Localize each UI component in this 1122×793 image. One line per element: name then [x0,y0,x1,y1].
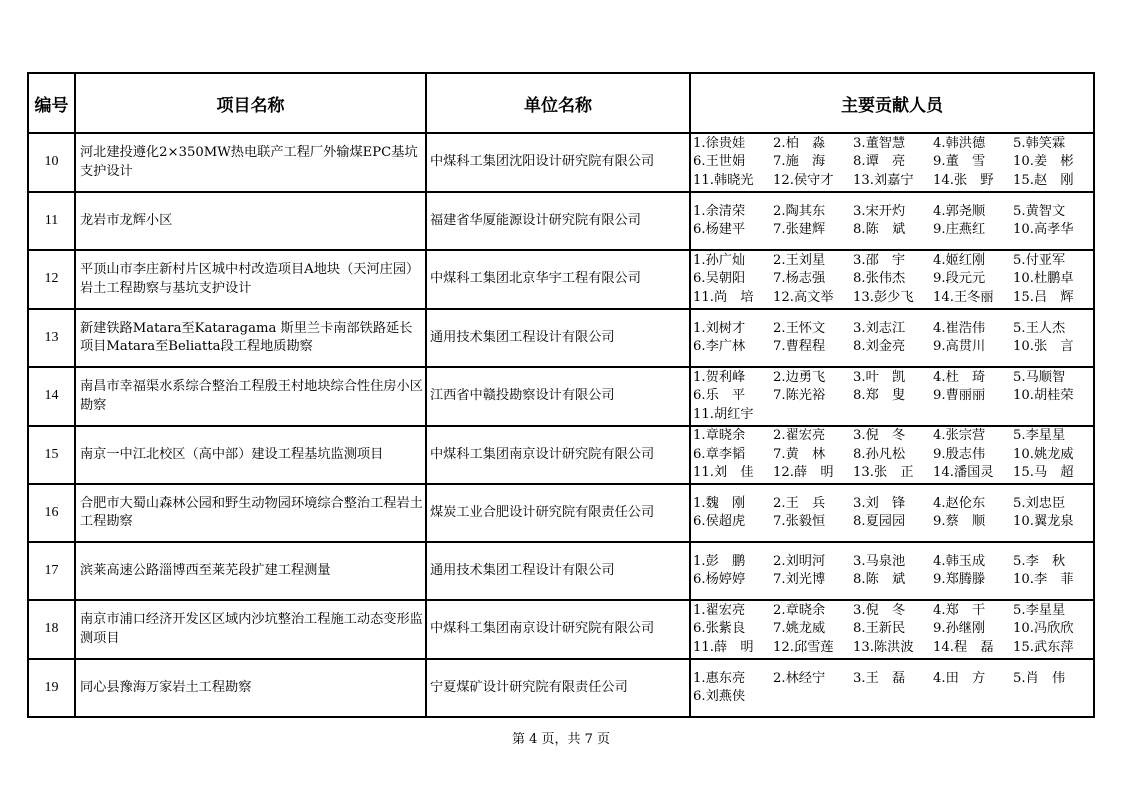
contributor-name: 7.张毅恒 [773,514,826,529]
contributors-cell [690,600,1094,659]
contributor-name: 14.潘国灵 [933,465,994,481]
contributor-name: 1.章晓余 [693,428,746,444]
table-row [28,484,1094,542]
unit-name: 中煤科工集团沈阳设计研究院有限公司 [426,133,690,192]
contributor-name: 1.孙广灿 [693,252,746,268]
contributor-name: 5.王人杰 [1013,320,1066,336]
row-number: 19 [28,659,75,717]
unit-name: 中煤科工集团南京设计研究院有限公司 [426,600,690,659]
contributor-name: 8.刘金亮 [853,339,906,354]
contributor-name: 1.翟宏亮 [693,602,746,618]
contributor-name: 4.郭尧顺 [933,203,986,219]
contributor-name: 4.韩洪德 [933,135,986,151]
contributors-list [693,670,1093,707]
contributor-name: 6.侯超虎 [693,514,746,529]
contributor-name: 8.夏园园 [853,514,906,529]
contributors-list [693,135,1093,191]
contributor-name: 6.乐 平 [693,388,746,404]
project-name: 南京一中江北校区（高中部）建设工程基坑监测项目 [75,426,426,484]
unit-name: 宁夏煤矿设计研究院有限责任公司 [426,659,690,717]
contributor-name: 8.孙凡松 [853,446,906,462]
contributor-name: 10.高孝华 [1013,222,1074,237]
contributor-name: 2.章晓余 [773,602,826,618]
contributor-name: 1.刘树才 [693,320,746,336]
contributor-name: 1.余清荣 [693,203,746,219]
contributor-name: 6.张紫良 [693,621,746,637]
contributor-name: 2.刘明河 [773,553,826,569]
contributor-name: 1.贺利峰 [693,369,746,385]
header-project: 项目名称 [75,73,426,133]
header-people: 主要贡献人员 [690,73,1094,133]
contributors-list [693,602,1093,658]
contributor-name: 11.韩晓光 [693,172,754,188]
contributor-name: 8.郑 叟 [853,388,906,404]
contributor-name: 12.邱雪莲 [773,639,834,655]
contributor-name: 3.邵 宇 [853,252,906,268]
contributor-name: 9.段元元 [933,271,986,287]
contributors-list [693,495,1093,532]
contributor-name: 15.马 超 [1013,465,1074,481]
contributor-name: 5.肖 伟 [1013,670,1066,686]
contributor-name: 8.陈 斌 [853,572,906,587]
row-number: 13 [28,309,75,367]
contributor-name: 5.黄智文 [1013,203,1066,219]
contributor-name: 2.翟宏亮 [773,428,826,444]
contributor-name: 13.刘嘉宁 [853,172,914,188]
contributor-name: 14.程 磊 [933,639,994,655]
contributors-list [693,427,1093,483]
contributor-name: 15.赵 刚 [1013,172,1074,188]
contributor-name: 3.董智慧 [853,135,906,151]
contributor-name: 15.武东萍 [1013,639,1074,655]
contributors-cell [690,659,1094,717]
contributor-name: 11.薛 明 [693,639,754,655]
contributors-list [693,203,1093,240]
contributor-name: 4.姬红刚 [933,252,986,268]
contributor-name: 12.高文举 [773,289,834,305]
unit-name: 通用技术集团工程设计有限公司 [426,309,690,367]
contributor-name: 13.彭少飞 [853,289,914,305]
contributors-cell [690,133,1094,192]
contributor-name: 10.姚龙威 [1013,446,1074,462]
contributor-name: 6.刘燕侠 [693,689,746,704]
contributors-cell [690,484,1094,542]
row-number: 10 [28,133,75,192]
contributor-name: 7.张建辉 [773,222,826,237]
contributor-name: 9.殷志伟 [933,446,986,462]
row-number: 15 [28,426,75,484]
contributors-list [693,320,1093,357]
contributor-name: 4.郑 干 [933,602,986,618]
contributor-name: 7.曹程程 [773,339,826,354]
project-name: 南昌市幸福渠水系综合整治工程殷王村地块综合性住房小区勘察 [75,367,426,426]
contributor-name: 3.叶 凯 [853,369,906,385]
contributor-name: 12.薛 明 [773,465,834,481]
contributor-name: 2.柏 淼 [773,135,826,151]
contributor-name: 5.李星星 [1013,602,1066,618]
contributor-name: 7.陈光裕 [773,388,826,404]
contributor-name: 9.郑腾滕 [933,572,986,587]
unit-name: 中煤科工集团南京设计研究院有限公司 [426,426,690,484]
contributor-name: 1.惠东亮 [693,670,746,686]
contributor-name: 3.宋开灼 [853,203,906,219]
contributor-name: 2.边勇飞 [773,369,826,385]
table-row [28,367,1094,426]
header-no: 编号 [28,73,75,133]
contributor-name: 2.陶其东 [773,203,826,219]
table-row [28,600,1094,659]
header-unit: 单位名称 [426,73,690,133]
project-name: 新建铁路Matara至Kataragama 斯里兰卡南部铁路延长项目Matara至Beliatta段工程地质勘察 [75,309,426,367]
contributor-name: 3.倪 冬 [853,602,906,618]
contributor-name: 5.韩笑霖 [1013,135,1066,151]
contributor-name: 10.李 菲 [1013,572,1074,587]
contributor-name: 8.张伟杰 [853,271,906,287]
contributor-name: 6.章李韬 [693,446,746,462]
contributor-name: 6.吴朝阳 [693,271,746,287]
contributor-name: 2.林经宁 [773,670,826,686]
contributor-name: 9.董 雪 [933,154,986,170]
contributor-name: 9.庄燕红 [933,222,986,237]
contributor-name: 7.施 海 [773,154,826,170]
table-row [28,426,1094,484]
unit-name: 通用技术集团工程设计有限公司 [426,542,690,600]
contributor-name: 3.倪 冬 [853,428,906,444]
contributor-name: 5.马顺智 [1013,369,1066,385]
contributor-name: 3.刘 锋 [853,495,906,511]
table-row [28,309,1094,367]
contributor-name: 1.彭 鹏 [693,553,746,569]
contributors-cell [690,309,1094,367]
contributor-name: 8.王新民 [853,621,906,637]
row-number: 18 [28,600,75,659]
contributor-name: 14.王冬丽 [933,289,994,305]
contributor-name: 4.赵伦东 [933,495,986,511]
contributors-cell [690,426,1094,484]
unit-name: 江西省中赣投勘察设计有限公司 [426,367,690,426]
project-name: 南京市浦口经济开发区区域内沙坑整治工程施工动态变形监测项目 [75,600,426,659]
contributor-name: 4.崔浩伟 [933,320,986,336]
contributor-name: 9.高贯川 [933,339,986,354]
contributor-name: 15.吕 辉 [1013,289,1074,305]
contributors-cell [690,192,1094,250]
table-row [28,542,1094,600]
table-row [28,192,1094,250]
contributor-name: 6.杨建平 [693,222,746,237]
contributor-name: 9.蔡 顺 [933,514,986,529]
contributor-name: 10.杜鹏卓 [1013,271,1074,287]
contributor-name: 5.李 秋 [1013,553,1066,569]
contributor-name: 11.刘 佳 [693,465,754,481]
contributor-name: 8.谭 亮 [853,154,906,170]
contributor-name: 8.陈 斌 [853,222,906,237]
table-header-row [28,73,1094,133]
contributor-name: 10.冯欣欣 [1013,621,1074,637]
contributor-name: 5.付亚军 [1013,252,1066,268]
contributor-name: 9.孙继刚 [933,621,986,637]
project-name: 滨莱高速公路淄博西至莱芜段扩建工程测量 [75,542,426,600]
contributor-name: 3.王 磊 [853,670,906,686]
contributor-name: 10.张 言 [1013,339,1074,354]
contributor-name: 13.张 正 [853,465,914,481]
contributor-name: 12.侯守才 [773,172,834,188]
contributor-name: 11.尚 培 [693,289,754,305]
contributors-cell [690,250,1094,309]
contributors-list [693,369,1093,425]
contributor-name: 11.胡红宇 [693,406,754,422]
row-number: 17 [28,542,75,600]
contributor-name: 13.陈洪波 [853,639,914,655]
contributor-name: 4.韩玉成 [933,553,986,569]
contributors-cell [690,367,1094,426]
contributor-name: 7.刘光博 [773,572,826,587]
contributor-name: 5.刘忠臣 [1013,495,1066,511]
contributor-name: 2.王 兵 [773,495,826,511]
project-name: 平顶山市李庄新村片区城中村改造项目A地块（天河庄园）岩土工程勘察与基坑支护设计 [75,250,426,309]
contributor-name: 10.姜 彬 [1013,154,1074,170]
contributor-name: 14.张 野 [933,172,994,188]
contributor-name: 6.李广林 [693,339,746,354]
project-name: 龙岩市龙辉小区 [75,192,426,250]
unit-name: 煤炭工业合肥设计研究院有限责任公司 [426,484,690,542]
contributor-name: 5.李星星 [1013,428,1066,444]
project-name: 河北建投遵化2×350MW热电联产工程厂外输煤EPC基坑支护设计 [75,133,426,192]
project-name: 合肥市大蜀山森林公园和野生动物园环境综合整治工程岩土工程勘察 [75,484,426,542]
contributor-name: 10.翼龙泉 [1013,514,1074,529]
page-footer: 第 4 页，共 7 页 [511,732,611,747]
project-name: 同心县豫海万家岩土工程勘察 [75,659,426,717]
contributor-name: 9.曹丽丽 [933,388,986,404]
contributors-list [693,252,1093,308]
contributors-list [693,553,1093,590]
contributor-name: 10.胡桂荣 [1013,388,1074,404]
contributor-name: 2.王刘星 [773,252,826,268]
contributor-name: 4.张宗营 [933,428,986,444]
contributor-name: 3.刘志江 [853,320,906,336]
contributor-name: 3.马泉池 [853,553,906,569]
contributor-name: 7.黄 林 [773,446,826,462]
contributor-name: 4.杜 琦 [933,369,986,385]
contributor-name: 7.杨志强 [773,271,826,287]
table-row [28,250,1094,309]
contributor-name: 4.田 方 [933,670,986,686]
row-number: 11 [28,192,75,250]
row-number: 16 [28,484,75,542]
contributor-name: 6.王世娟 [693,154,746,170]
table-row [28,659,1094,717]
row-number: 12 [28,250,75,309]
table-row [28,133,1094,192]
row-number: 14 [28,367,75,426]
contributor-name: 1.徐贵娃 [693,135,746,151]
contributor-name: 6.杨婷婷 [693,572,746,587]
contributors-cell [690,542,1094,600]
unit-name: 中煤科工集团北京华宇工程有限公司 [426,250,690,309]
unit-name: 福建省华厦能源设计研究院有限公司 [426,192,690,250]
contributor-name: 1.魏 刚 [693,495,746,511]
contributor-name: 7.姚龙威 [773,621,826,637]
contributors-table [27,72,1095,718]
contributor-name: 2.王怀文 [773,320,826,336]
